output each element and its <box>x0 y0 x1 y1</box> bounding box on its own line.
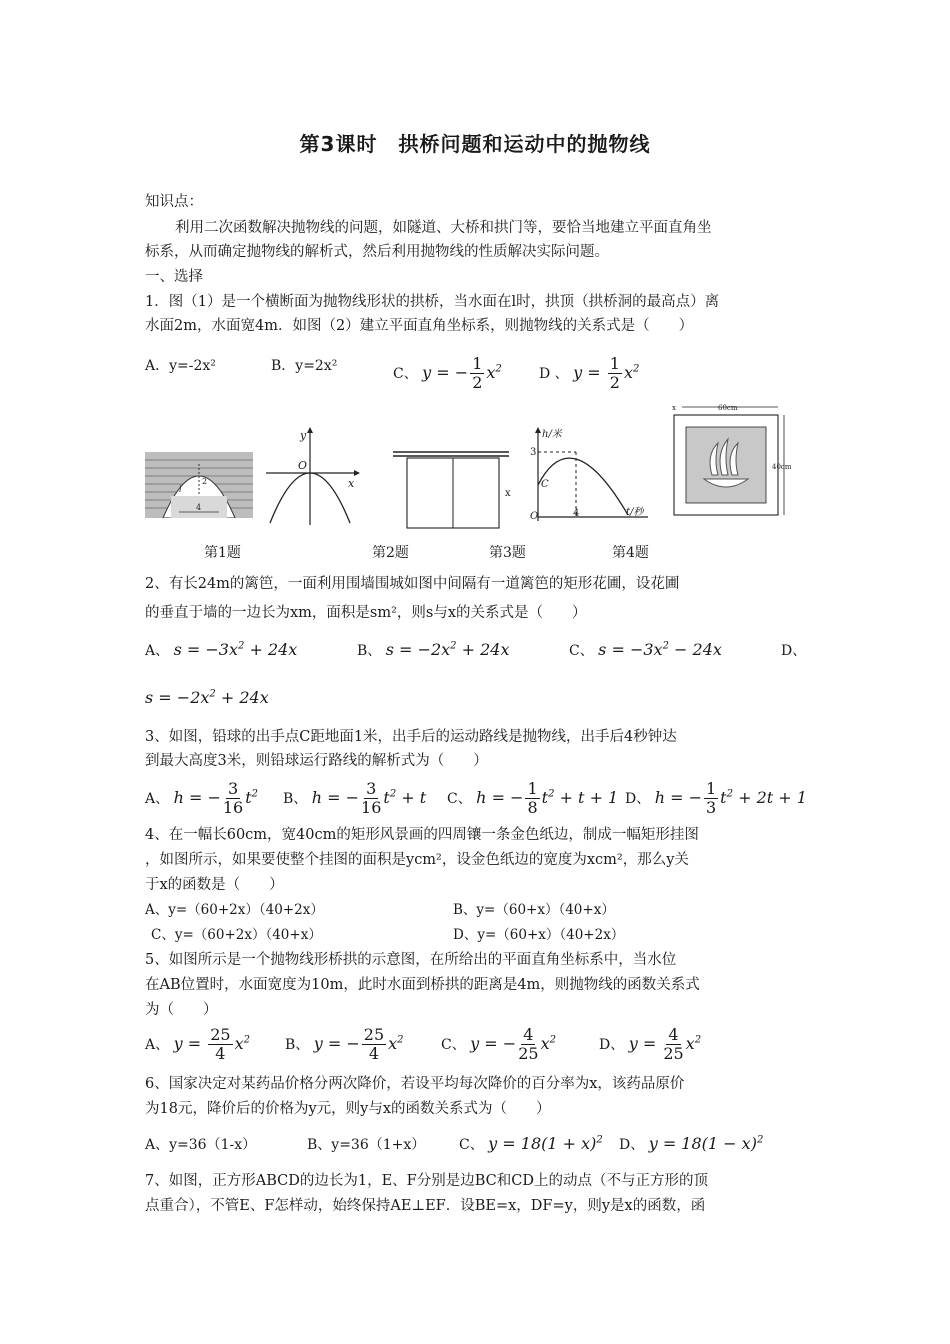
q1-option-c: C、 y = − $\frac{1}{2}$ $x^2$ <box>393 354 502 392</box>
q7-line-2: 点重合），不管E、F怎样动，始终保持AE⊥EF．设BE=x，DF=y，则y是x的函数，函 <box>145 1198 706 1214</box>
figure-4-three-label: 3 <box>530 447 537 458</box>
q4-option-d: D、y=（60+x）（40+2x） <box>453 927 625 943</box>
q2-line-2: 的垂直于墙的一边长为xm，面积是sm²，则s与x的关系式是（ ） <box>145 605 587 621</box>
q4-line-2: ，如图所示，如果要使整个挂图的面积是ycm²，设金色纸边的宽度为xcm²，那么y关 <box>145 852 689 868</box>
q4-option-a: A、y=（60+2x）（40+2x） <box>145 902 324 918</box>
figure-4-four-label: 4 <box>573 508 580 519</box>
q5-option-a: A、 y = $\frac{25}{4}$ $x^2$ <box>145 1025 250 1063</box>
figure-3-fence <box>393 448 515 530</box>
figure-3-caption: 第3题 <box>489 545 526 561</box>
q1-option-d: D 、 y = $\frac{1}{2}$ $x^2$ <box>539 354 640 392</box>
figure-5-height-label: 40cm <box>772 463 792 471</box>
q2-option-d-formula: $s = -2x^2 + 24x$ <box>145 688 269 707</box>
figure-2-origin-label: O <box>298 459 308 472</box>
q7-line-1: 7、如图，正方形ABCD的边长为1，E、F分别是边BC和CD上的动点（不与正方形的顶 <box>145 1173 708 1189</box>
q4-option-c: C、y=（60+2x）（40+x） <box>151 927 322 943</box>
figure-4-origin-label: O <box>530 511 539 522</box>
q5-line-1: 5、如图所示是一个抛物线形桥拱的示意图，在所给出的平面直角坐标系中，当水位 <box>145 952 677 968</box>
q5-option-b: B、 y = − $\frac{25}{4}$ $x^2$ <box>285 1025 404 1063</box>
figure-1-height-label: 2 <box>202 477 208 486</box>
figure-1-water-label: l <box>179 485 182 494</box>
figure-3-x-label: x <box>505 488 511 499</box>
q3-option-d: D、 h = − $\frac{1}{3}$ $t^2 + 2t + 1$ <box>625 779 807 817</box>
q3-option-c: C、 h = − $\frac{1}{8}$ $t^2 + t + 1$ <box>447 779 619 817</box>
figure-4-shot-trajectory <box>528 425 658 523</box>
q1-line-2: 水面2m，水面宽4m．如图（2）建立平面直角坐标系，则抛物线的关系式是（ ） <box>145 318 694 334</box>
q4-line-3: 于x的函数是（ ） <box>145 877 284 893</box>
figure-5-x-label: x <box>672 404 676 412</box>
q5-line-2: 在AB位置时，水面宽度为10m，此时水面到桥拱的距离是4m，则抛物线的函数关系式 <box>145 977 700 993</box>
q6-option-c: C、 $y = 18(1 + x)^2$ <box>459 1134 603 1153</box>
q2-option-b: B、 $s = -2x^2 + 24x$ <box>357 640 510 659</box>
q3-options <box>145 776 805 820</box>
figure-2-x-label: x <box>348 477 355 490</box>
section-heading: 一、选择 <box>145 269 203 285</box>
q3-line-2: 到最大高度3米，则铅球运行路线的解析式为（ ） <box>145 753 488 769</box>
q5-option-c: C、 y = − $\frac{4}{25}$ $x^2$ <box>441 1025 556 1063</box>
q1-options <box>145 345 805 392</box>
q1-line-1: 1．图（1）是一个横断面为抛物线形状的拱桥，当水面在l时，拱顶（拱桥洞的最高点）离 <box>145 294 720 310</box>
intro-text-1: 利用二次函数解决抛物线的问题，如隧道、大桥和拱门等，要恰当地建立平面直角坐 <box>175 220 712 236</box>
figure-4-t-label: t/秒 <box>626 507 644 518</box>
q3-option-a: A、 h = − $\frac{3}{16}$ $t^2$ <box>145 779 259 817</box>
figure-4-caption: 第4题 <box>612 545 649 561</box>
figure-1-width-label: 4 <box>196 503 202 512</box>
q3-option-b: B、 h = − $\frac{3}{16}$ $t^2 + t$ <box>283 779 427 817</box>
knowledge-label: 知识点： <box>145 194 203 210</box>
figure-2-caption: 第2题 <box>372 545 409 561</box>
figure-1-caption: 第1题 <box>204 545 241 561</box>
figure-2-y-label: y <box>300 429 307 442</box>
q6-option-d: D、 $y = 18(1 - x)^2$ <box>619 1134 764 1153</box>
page-title: 第3课时 拱桥问题和运动中的抛物线 <box>299 132 651 156</box>
q6-line-2: 为18元，降价后的价格为y元，则y与x的函数关系式为（ ） <box>145 1101 551 1117</box>
figure-1-bridge <box>145 452 253 518</box>
q6-option-b: B、y=36（1+x） <box>307 1137 426 1153</box>
q5-line-3: 为（ ） <box>145 1002 218 1018</box>
figure-5-width-label: 60cm <box>718 404 738 412</box>
q6-options <box>145 1132 805 1158</box>
q3-line-1: 3、如图，铅球的出手点C距地面1米，出手后的运动路线是抛物线，出手后4秒钟达 <box>145 729 677 745</box>
q1-option-a: A．y=-2x² <box>145 358 216 374</box>
q5-options <box>145 1024 805 1068</box>
q1-option-b: B．y=2x² <box>271 358 338 374</box>
q2-option-c: C、 $s = -3x^2 - 24x$ <box>569 640 722 659</box>
figure-4-h-label: h/米 <box>542 429 562 440</box>
q2-options <box>145 638 805 664</box>
q4-line-1: 4、在一幅长60cm，宽40cm的矩形风景画的四周镶一条金色纸边，制成一幅矩形挂图 <box>145 827 699 843</box>
q2-option-a: A、 $s = -3x^2 + 24x$ <box>145 640 298 659</box>
q5-option-d: D、 y = $\frac{4}{25}$ $x^2$ <box>599 1025 702 1063</box>
q6-option-a: A、y=36（1-x） <box>145 1137 257 1153</box>
q4-option-b: B、y=（60+x）（40+x） <box>453 902 615 918</box>
q2-line-1: 2、有长24m的篱笆，一面利用围墙围城如图中间隔有一道篱笆的矩形花圃，设花圃 <box>145 576 680 592</box>
figure-2-parabola-axes <box>262 425 362 527</box>
figure-5-framed-painting <box>668 403 798 523</box>
q6-line-1: 6、国家决定对某药品价格分两次降价，若设平均每次降价的百分率为x，该药品原价 <box>145 1076 685 1092</box>
q2-option-d: D、 <box>781 643 807 659</box>
intro-text-2: 标系，从而确定抛物线的解析式，然后利用抛物线的性质解决实际问题。 <box>145 244 609 260</box>
figure-4-c-label: C <box>541 479 549 490</box>
